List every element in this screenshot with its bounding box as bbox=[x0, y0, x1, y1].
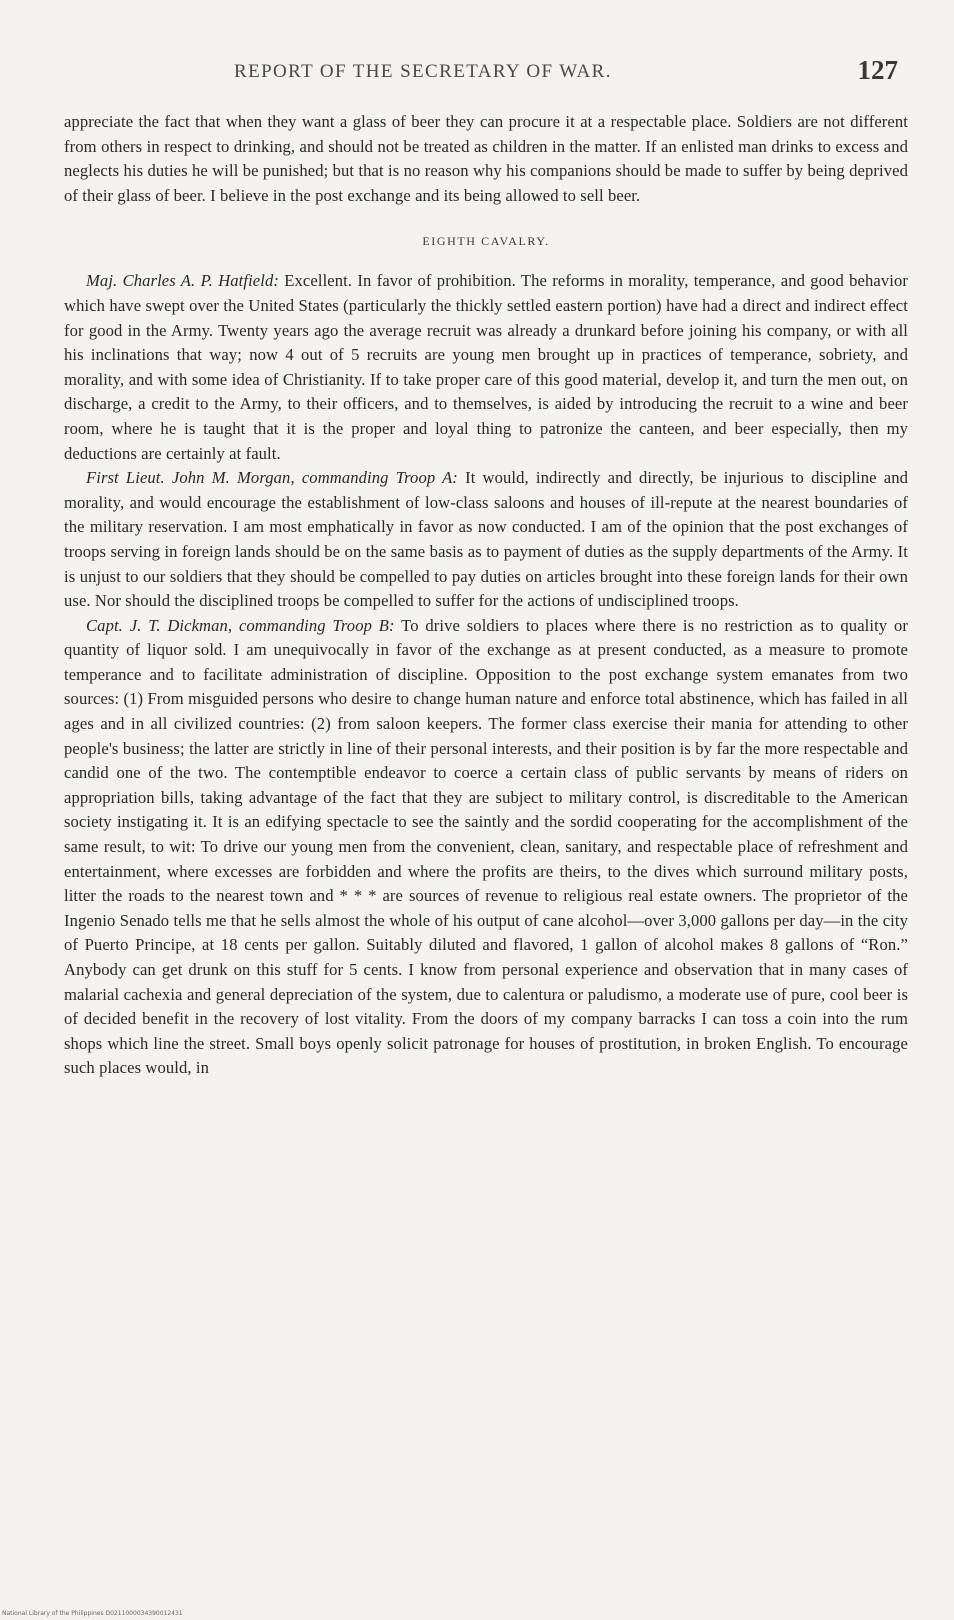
statement-paragraph bbox=[64, 269, 908, 466]
opening-paragraph: appreciate the fact that when they want a glass of beer they can procure it at a respectable place. Soldiers are not different from others in respect to drinking, and should not be treated as children in the matter. If an enlisted man drinks to excess and neglects his duties he will be punished; but that is no reason why his companions should be made to suffer by being deprived of their glass of beer. I believe in the post exchange and its being allowed to sell beer. bbox=[64, 112, 908, 205]
statement-text: It would, indirectly and directly, be injurious to discipline and morality, and would encourage the establishment of low-class saloons and houses of ill-repute at the nearest boundaries of the military reservation. I am most emphatically in favor as now conducted. I am of the opinion that the post exchanges of troops serving in foreign lands should be on the same basis as to payment of duties as the supply departments of the Army. It is unjust to our soldiers that they should be compelled to pay duties on articles brought into these foreign lands for their own use. Nor should the disciplined troops be compelled to suffer for the actions of undisciplined troops. bbox=[64, 468, 908, 611]
scan-footer-mark: National Library of the Philippines D0211000034390012431 bbox=[2, 1610, 183, 1617]
statement-paragraph bbox=[64, 466, 908, 614]
statement-paragraph bbox=[64, 614, 908, 1081]
statement-text: To drive soldiers to places where there is no restriction as to quality or quantity of liquor sold. I am unequivocally in favor of the exchange as at present conducted, as a measure to promote temperance and to facilitate administration of discipline. Opposition to the post exchange system emanates from two sources: (1) From misguided persons who desire to change human nature and enforce total abstinence, which has failed in all ages and in all civilized countries: (2) from saloon keepers. The former class exercise their mania for attending to other people's business; the latter are strictly in line of their personal interests, and their position is by far the more respectable and candid one of the two. The contemptible endeavor to coerce a certain class of public servants by means of riders on appropriation bills, taking advantage of the fact that they are subject to military control, is discreditable to the American society instigating it. It is an edifying spectacle to see the saintly and the sordid cooperating for the accomplishment of the same result, to wit: To drive our young men from the convenient, clean, sanitary, and respectable place of refreshment and entertainment, where excesses are forbidden and where the profits are theirs, to the dives which surround military posts, litter the roads to the nearest town and * * * are sources of revenue to religious real estate owners. The proprietor of the Ingenio Senado tells me that he sells almost the whole of his output of cane alcohol—over 3,000 gallons per day—in the city of Puerto Principe, at 18 cents per gallon. Suitably diluted and flavored, 1 gallon of alcohol makes 8 gallons of “Ron.” Anybody can get drunk on this stuff for 5 cents. I know from personal experience and observation that in many cases of malarial cachexia and general depreciation of the system, due to calentura or paludismo, a moderate use of pure, cool beer is of decided benefit in the recovery of lost vitality. From the doors of my company barracks I can toss a coin into the rum shops which line the street. Small boys openly solicit patronage for houses of prostitution, in broken English. To encourage such places would, in bbox=[64, 615, 908, 1078]
page-number: 127 bbox=[857, 55, 898, 85]
speaker-name: First Lieut. John M. Morgan, commanding Troop A: bbox=[86, 468, 458, 488]
running-head bbox=[64, 55, 908, 95]
running-title: REPORT OF THE SECRETARY OF WAR. bbox=[234, 61, 612, 82]
document-page bbox=[64, 55, 908, 1081]
speaker-name: Maj. Charles A. P. Hatfield: bbox=[86, 271, 280, 291]
section-heading: EIGHTH CAVALRY. bbox=[422, 234, 550, 249]
statement-text: Excellent. In favor of prohibition. The reforms in morality, temperance, and good behavior which have swept over the United States (particularly the thickly settled eastern portion) have had a direct and indirect effect for good in the Army. Twenty years ago the average recruit was already a drunkard before joining his company, or with all his inclinations that way; now 4 out of 5 recruits are young men brought up in practices of temperance, sobriety, and morality, and with some idea of Christianity. If to take proper care of this good material, develop it, and turn the men out, on discharge, a credit to the Army, to their officers, and to themselves, is aided by introducing the recruit to a wine and beer room, where he is taught that it is the proper and loyal thing to patronize the canteen, and beer especially, then my deductions are certainly at fault. bbox=[64, 271, 908, 463]
speaker-name: Capt. J. T. Dickman, commanding Troop B: bbox=[86, 615, 395, 635]
